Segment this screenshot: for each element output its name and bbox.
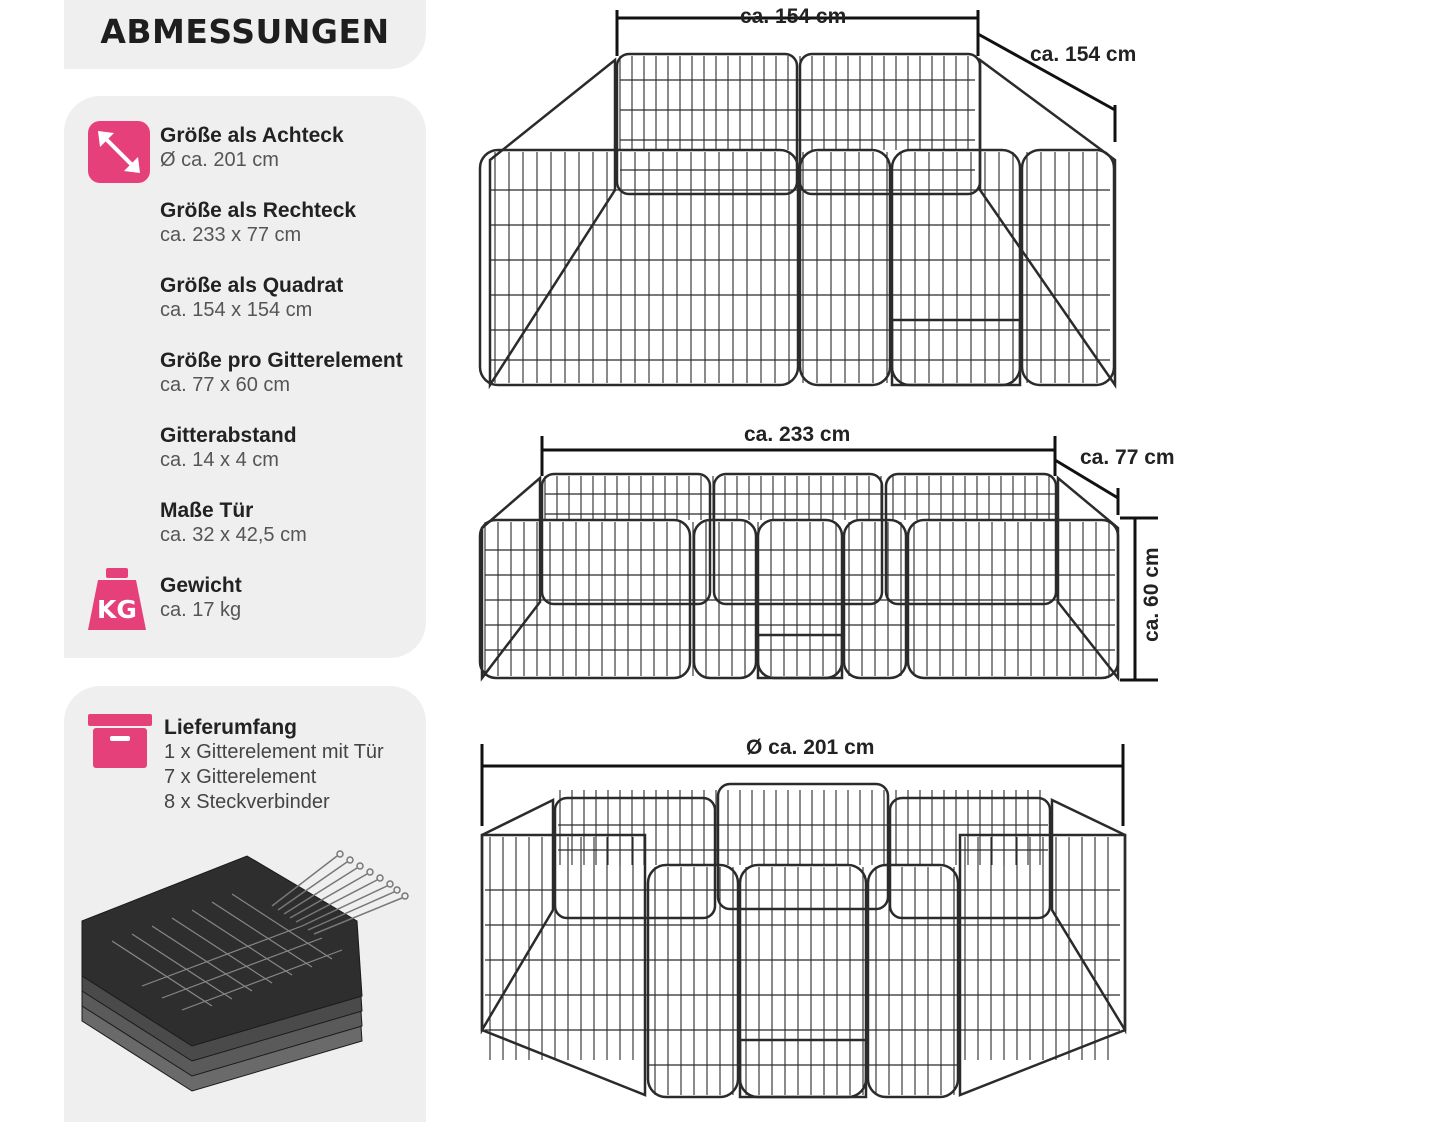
- rect-depth-label: ca. 77 cm: [1080, 446, 1175, 469]
- delivery-text: [164, 715, 384, 815]
- specs-panel: [64, 96, 426, 658]
- square-depth-label: ca. 154 cm: [1030, 43, 1137, 66]
- spec-door: [160, 498, 307, 548]
- spec-label: Gewicht: [160, 574, 242, 597]
- spec-weight: [160, 573, 242, 623]
- spec-rectangle: [160, 198, 356, 248]
- spec-value: ca. 233 x 77 cm: [160, 224, 302, 246]
- spec-octagon: [160, 123, 344, 173]
- delivery-label: Lieferumfang: [164, 716, 298, 739]
- octagon-diameter-label: Ø ca. 201 cm: [746, 736, 875, 759]
- spec-label: Größe als Rechteck: [160, 199, 357, 222]
- rectangle-enclosure-image: [470, 430, 1170, 690]
- spec-label: Größe als Achteck: [160, 124, 344, 147]
- octagon-enclosure-image: [470, 740, 1140, 1105]
- spec-value: Ø ca. 201 cm: [160, 149, 279, 171]
- box-icon: [88, 714, 152, 773]
- square-width-label: ca. 154 cm: [740, 5, 847, 28]
- delivery-item: 7 x Gitterelement: [164, 766, 317, 788]
- weight-icon: [86, 568, 148, 635]
- spec-value: ca. 154 x 154 cm: [160, 299, 313, 321]
- delivery-item: 8 x Steckverbinder: [164, 791, 330, 813]
- page-title: ABMESSUNGEN: [100, 12, 390, 51]
- delivery-item: 1 x Gitterelement mit Tür: [164, 741, 384, 763]
- spec-value: ca. 17 kg: [160, 599, 242, 621]
- title-panel: [64, 0, 426, 69]
- delivery-panel: [64, 686, 426, 1122]
- spec-label: Gitterabstand: [160, 424, 297, 447]
- spec-value: ca. 77 x 60 cm: [160, 374, 291, 396]
- rect-width-label: ca. 233 cm: [744, 423, 851, 446]
- spec-panel-size: [160, 348, 403, 398]
- spec-square: [160, 273, 343, 323]
- stacked-panels-image: [72, 846, 422, 1116]
- spec-value: ca. 14 x 4 cm: [160, 449, 279, 471]
- spec-label: Maße Tür: [160, 499, 254, 522]
- spec-label: Größe als Quadrat: [160, 274, 344, 297]
- svg-text:KG: KG: [97, 595, 137, 624]
- square-enclosure-image: [470, 10, 1150, 400]
- spec-value: ca. 32 x 42,5 cm: [160, 524, 307, 546]
- height-label: ca. 60 cm: [1140, 547, 1163, 642]
- diagonal-arrow-icon: [88, 121, 150, 188]
- spec-label: Größe pro Gitterelement: [160, 349, 403, 372]
- spec-grid-spacing: [160, 423, 297, 473]
